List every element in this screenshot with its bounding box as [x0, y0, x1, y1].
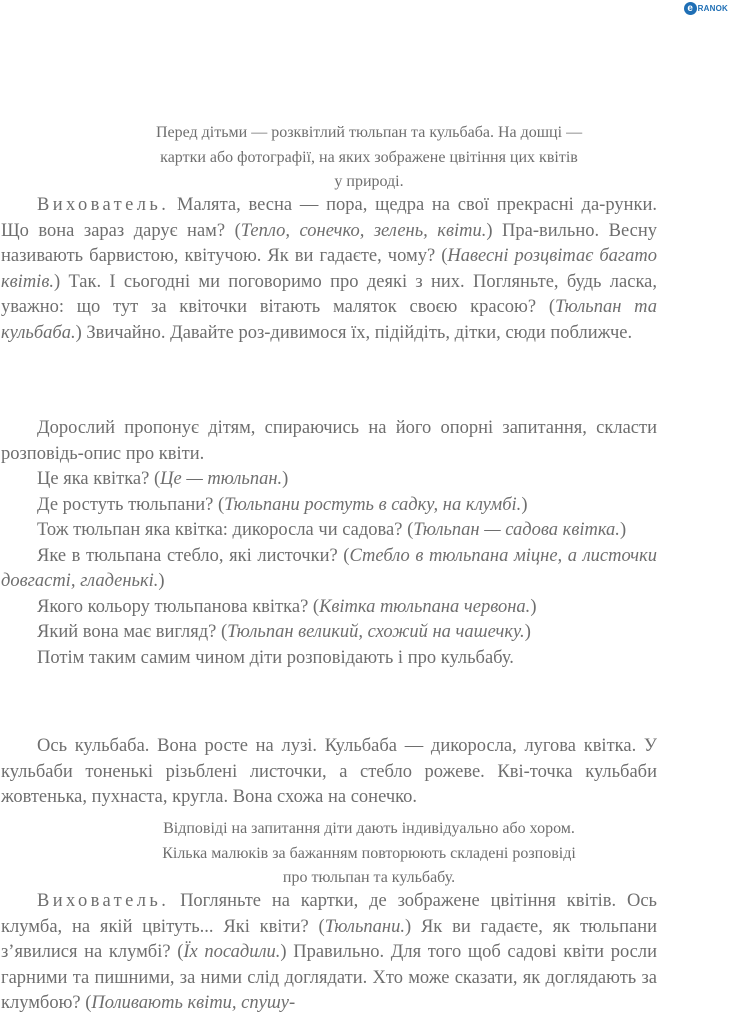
qa-item: [1, 493, 657, 519]
qa-item: [1, 620, 657, 646]
question-text: ): [619, 520, 627, 540]
question-text: Яке в тюльпана стебло, які листочки? (: [37, 545, 350, 566]
speech-text: ) Звичайно. Давайте роз-дивимося їх, підійдіть, дітки, сюди поближче.: [75, 322, 633, 343]
child-answer: Тюльпани.: [324, 916, 405, 937]
speech-text: ) Як ви гадаєте, як тюльпани з’явилися на клумбі? (: [1, 916, 658, 962]
question-text: Це яка квітка? (: [37, 469, 161, 489]
question-text: ): [521, 494, 528, 515]
stage-direction-answers: [40, 817, 698, 891]
child-answer: Тюльпан та кульбаба.: [1, 297, 658, 343]
qa-item: [1, 518, 657, 544]
note-line: про тюльпан та кульбабу.: [282, 869, 456, 886]
question-text: Який вона має вигляд? (: [37, 622, 228, 642]
question-text: ): [282, 469, 289, 489]
child-answer: Поливають квіти, спушу-: [91, 993, 296, 1013]
question-text: ): [158, 571, 165, 591]
speech-text: ) Правильно. Для того щоб садові квіти росли гарними та пишними, за ними слід доглядати. Хто може сказати, як доглядають за клумбою? (: [1, 942, 658, 1013]
child-answer: Квітка тюльпана червона.: [319, 596, 531, 617]
note-line: Перед дітьми — розквітлий тюльпан та кульбаба. На дошці —: [155, 124, 583, 141]
speaker-label: Вихователь.: [37, 891, 170, 911]
qa-item: [1, 544, 657, 595]
publisher-logo: [684, 2, 728, 15]
note-line: Кілька малюків за бажанням повторюють складені розповіді: [162, 844, 576, 862]
question-text: Тож тюльпан яка квітка: дикоросла чи садова? (: [37, 520, 414, 540]
qa-item: [1, 467, 657, 493]
teacher-speech-1: [1, 193, 657, 346]
followup-paragraph: Потім таким самим чином діти розповідають і про кульбабу.: [37, 647, 514, 668]
speech-text: ) Так. І сьогодні ми поговоримо про деякі з них. Погляньте, будь ласка, уважно: що тут за квіточки вітають маляток своєю красою? (: [1, 271, 657, 317]
child-answer: Тепло, сонечко, зелень, квіти.: [240, 220, 487, 241]
question-text: ): [530, 596, 537, 617]
question-text: ): [524, 622, 531, 642]
child-answer: Тюльпани ростуть в садку, на клумбі.: [224, 494, 522, 515]
speech-text: Малята, весна — пора, щедра на свої прекрасні да-рунки. Що вона зараз дарує нам? (: [1, 195, 657, 241]
question-list: [1, 467, 657, 671]
speech-text: Погляньте на картки, де зображене цвітіння квітів. Ось клумба, на якій цвітуть... Які квіти? (: [1, 891, 657, 937]
teacher-speech-2: [1, 889, 657, 1017]
question-text: Де ростуть тюльпани? (: [37, 494, 225, 515]
instruction-paragraph: Дорослий пропонує дітям, спираючись на його опорні запитання, скласти розповідь-опис про квіти.: [1, 418, 657, 464]
logo-text: RANOK: [697, 4, 728, 13]
child-answer: Це — тюльпан.: [160, 469, 283, 489]
child-answer: Тюльпан великий, схожий на чашечку.: [227, 622, 525, 642]
dandelion-description: Ось кульбаба. Вона росте на лузі. Кульбаба — дикоросла, лугова квітка. У кульбаби тоненькі різьблені листочки, а стебло рожеве. Кві-точка кульбаби жовтенька, пухнаста, кругла. Вона схожа на сонечко.: [1, 736, 657, 807]
logo-mark: e: [684, 2, 697, 15]
speaker-label: Вихователь.: [37, 195, 170, 215]
child-answer: Стебло в тюльпана міцне, а листочки довгасті, гладенькі.: [1, 545, 657, 591]
stage-direction-intro: [40, 121, 698, 195]
child-answer: Навесні розцвітає багато квітів.: [1, 246, 657, 292]
speech-text: ) Пра-вильно. Весну називають барвистою, квітучою. Як ви гадаєте, чому? (: [1, 220, 657, 266]
note-line: у природі.: [334, 173, 404, 190]
note-line: Відповіді на запитання діти дають індивідуально або хором.: [163, 820, 575, 837]
child-answer: Тюльпан — садова квітка.: [413, 520, 620, 540]
qa-item: [1, 595, 657, 621]
child-answer: Їх посадили.: [183, 942, 281, 962]
question-text: Якого кольору тюльпанова квітка? (: [37, 596, 320, 617]
note-line: картки або фотографії, на яких зображене цвітіння цих квітів: [160, 148, 578, 166]
